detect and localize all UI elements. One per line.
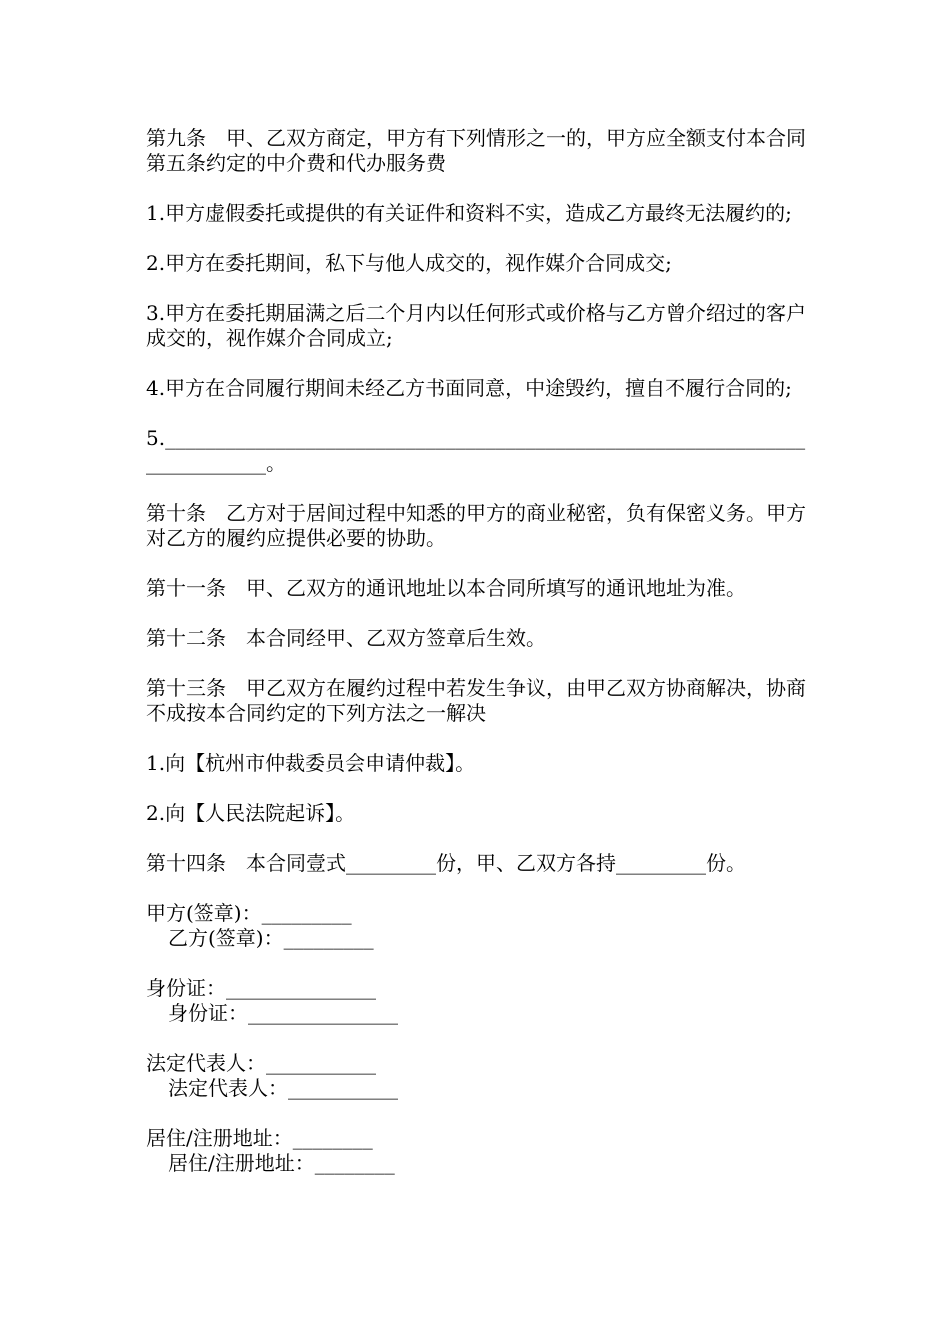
article-12: 第十二条 本合同经甲、乙双方签章后生效。 xyxy=(146,626,546,650)
article-13-item-2: 2.向【人民法院起诉】。 xyxy=(146,801,356,825)
signature-block-legal-rep xyxy=(146,1051,806,1101)
article-14: 第十四条 本合同壹式_________份，甲、乙双方各持_________份。 xyxy=(146,851,746,875)
article-11: 第十一条 甲、乙双方的通讯地址以本合同所填写的通讯地址为准。 xyxy=(146,576,746,600)
party-b-address-field: 居住/注册地址：________ xyxy=(168,1151,395,1175)
party-b-legal-rep-field: 法定代表人：___________ xyxy=(168,1076,398,1100)
article-9-item-3: 3.甲方在委托期届满之后二个月内以任何形式或价格与乙方曾介绍过的客户成交的，视作媒介合同成立; xyxy=(146,301,806,350)
article-9-item-1: 1.甲方虚假委托或提供的有关证件和资料不实，造成乙方最终无法履约的; xyxy=(146,201,792,225)
article-13-item-1: 1.向【杭州市仲裁委员会申请仲裁】。 xyxy=(146,751,476,775)
party-b-id-field: 身份证：_______________ xyxy=(168,1001,398,1025)
signature-block-seal xyxy=(146,901,806,951)
article-13: 第十三条 甲乙双方在履约过程中若发生争议，由甲乙双方协商解决，协商不成按本合同约定的下列方法之一解决 xyxy=(146,676,806,725)
signature-block-address xyxy=(146,1126,806,1176)
article-9-item-2: 2.甲方在委托期间，私下与他人成交的，视作媒介合同成交; xyxy=(146,251,672,275)
article-9-item-5: 5.____________________________________________________________________________。 xyxy=(146,426,806,475)
article-10: 第十条 乙方对于居间过程中知悉的甲方的商业秘密，负有保密义务。甲方对乙方的履约应提供必要的协助。 xyxy=(146,501,806,550)
party-a-id-field: 身份证：_______________ xyxy=(146,976,376,1000)
party-a-seal-field: 甲方(签章)：_________ xyxy=(146,901,352,925)
party-a-legal-rep-field: 法定代表人：___________ xyxy=(146,1051,376,1075)
party-a-address-field: 居住/注册地址：________ xyxy=(146,1126,373,1150)
article-9-item-4: 4.甲方在合同履行期间未经乙方书面同意，中途毁约，擅自不履行合同的; xyxy=(146,376,792,400)
party-b-seal-field: 乙方(签章)：_________ xyxy=(168,926,374,950)
signature-block-id xyxy=(146,976,806,1026)
document-body xyxy=(146,126,806,1201)
article-9: 第九条 甲、乙双方商定，甲方有下列情形之一的，甲方应全额支付本合同第五条约定的中介费和代办服务费 xyxy=(146,126,806,175)
